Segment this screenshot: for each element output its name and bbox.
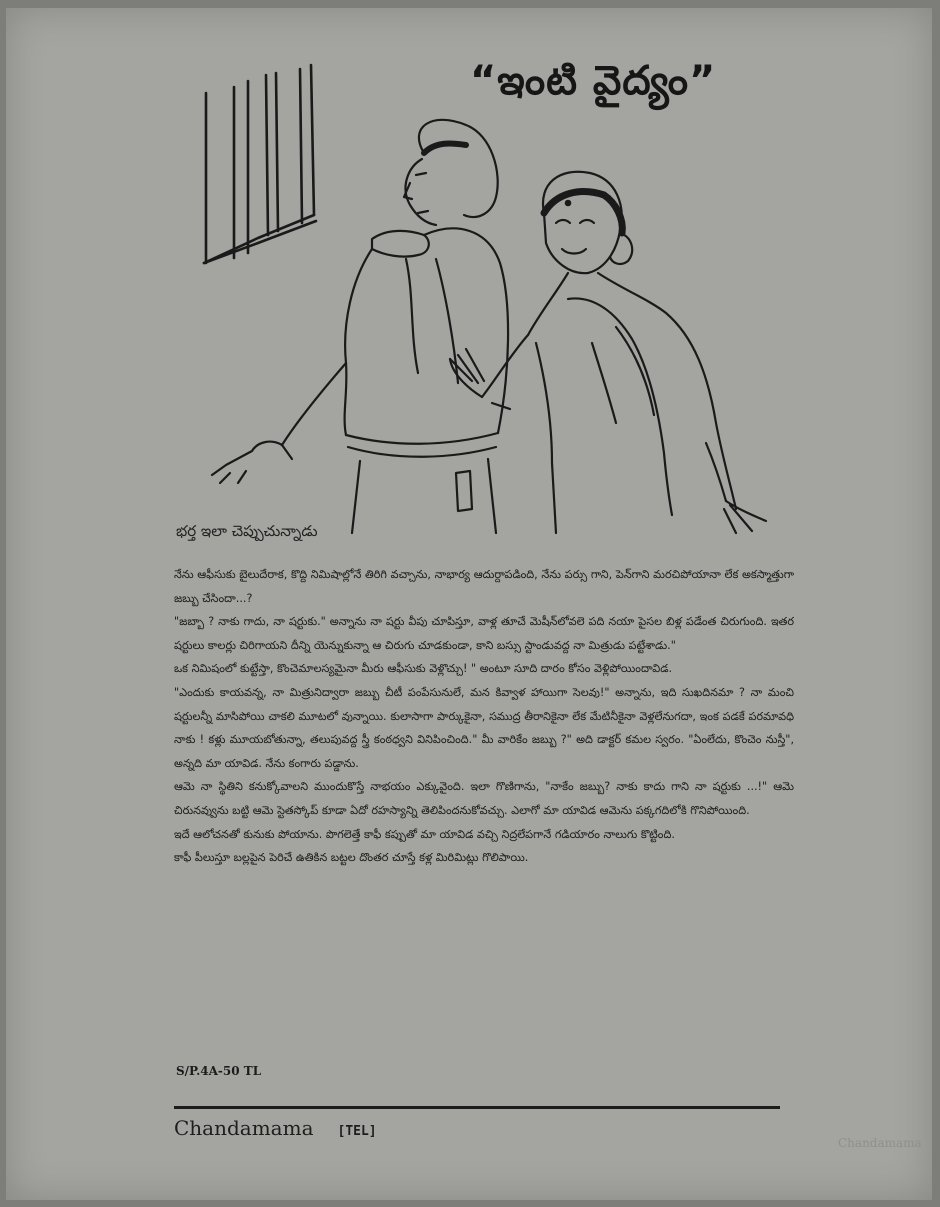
page-title: “ఇంటి వైద్యం” — [470, 58, 717, 104]
man-figure — [212, 120, 508, 533]
couple-illustration — [196, 63, 776, 543]
magazine-page — [6, 8, 932, 1200]
show-through-text: Chandamama — [838, 1136, 922, 1150]
ad-code: S/P.4A-50 TL — [176, 1064, 262, 1078]
story-paragraph: "ఎందుకు కాయవన్న, నా మిత్రునిద్వారా జబ్బు చీటీ పంపేసునులే, మన కివ్వాళ హాయిగా సెలవు!" అన్నాను, ఇది సుఖదినమా ? నా మంచి షర్టులన్నీ మాసిపోయి చాకలి మూటలో వున్నాయి. కులాసాగా పార్కుకైనా, సముద్ర తీరానికైనా లేక మేటినీకైనా వెళ్లలేనుగదా, ఇంక పడకే పరమావధి నాకు ! కళ్లు మూయబోతున్నా, తలుపువద్ద స్త్రీ కంఠధ్వని వినిపించింది." మీ వారికేం జబ్బు ?" అది డాక్టర్ కమల స్వరం. "ఏంలేదు, కొంచెం నుస్తీ", అన్నది మా యావిడ. నేను కంగారు పడ్డాను. — [174, 685, 794, 770]
footer — [174, 1116, 377, 1140]
story-body — [174, 563, 794, 870]
caption: భర్త ఇలా చెప్పుచున్నాడు — [176, 522, 318, 540]
story-paragraph: ఆమె నా స్థితిని కనుక్కోవాలని ముందుకొస్తే నాభయం ఎక్కువైంది. ఇలా గొణిగాను, "నాకేం జబ్బు? నాకు కాదు గాని నా షర్టుకు ...!" ఆమె చిరునవ్వును బట్టి ఆమె స్టెతస్కోప్ కూడా ఏదో రహస్యాన్ని తెలిపిందనుకోవచ్చు. ఎలాగో మా యావిడ ఆమెను పక్కగదిలోకి గొనిపోయింది. — [174, 780, 794, 817]
story-paragraph: నేను ఆఫీసుకు బైలుదేరాక, కొద్ది నిమిషాల్లోనే తిరిగి వచ్చాను, నాభార్య ఆదుర్దాపడింది, నేను పర్సు గాని, పెన్‌గాని మరచిపోయానా లేక అకస్మాత్తుగా జబ్బు చేసిందా...? — [174, 568, 795, 605]
woman-figure — [450, 172, 766, 533]
footer-rule — [174, 1106, 780, 1109]
story-paragraph: ఇదే ఆలోచనతో కునుకు పోయాను. పొగలెత్తే కాఫీ కప్పుతో మా యావిడ వచ్చి నిద్రలేపగానే గడియారం నాలుగు కొట్టింది. — [174, 827, 675, 841]
story-paragraph: "జబ్బా ? నాకు గాదు, నా షర్టుకు." అన్నాను నా షర్టు వీపు చూపిస్తూ, వాళ్ల తూచే మెషీన్‌లోవలె పది నయా పైసల బిళ్ల పడేంత చిరుగుంది. ఇతర షర్టులు కాలర్లు చిరిగాయని దీన్ని యెన్నుకున్నా ఆ చిరుగు చూడకుండా, కాని బస్సు స్టాండువద్ద నా మిత్రుడు పట్టేశాడు." — [174, 615, 794, 652]
story-paragraph: కాఫీ పీలుస్తూ బల్లపైన పెరిచే ఉతికిన బట్టల దొంతర చూస్తే కళ్ల మిరిమిట్లు గొలిపాయి. — [174, 851, 529, 865]
language-tag: [TEL] — [337, 1124, 377, 1139]
window-bars — [204, 65, 316, 263]
magazine-name: Chandamama — [174, 1116, 314, 1140]
story-paragraph: ఒక నిమిషంలో కుట్టేస్తా, కొంచెమాలస్యమైనా మీరు ఆఫీసుకు వెళ్లొచ్చు! " అంటూ సూది దారం కోసం వెళ్లిపోయిందావిడ. — [174, 662, 673, 676]
